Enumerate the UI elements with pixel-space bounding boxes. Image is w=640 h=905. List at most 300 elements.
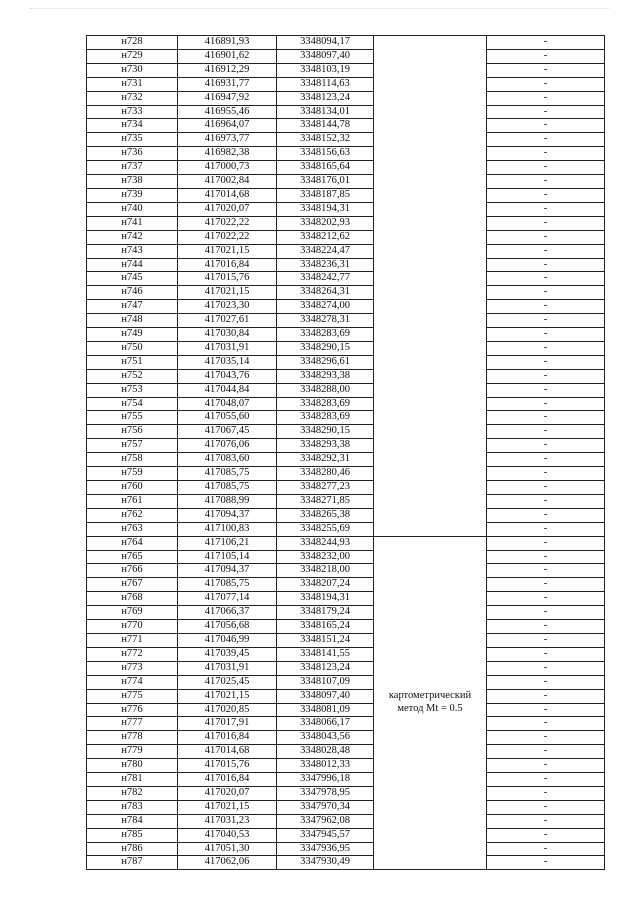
y-coordinate-cell: 3348165,24	[277, 620, 374, 634]
x-coordinate-cell: 416964,07	[178, 119, 277, 133]
x-coordinate-cell: 417021,15	[178, 800, 277, 814]
y-coordinate-cell: 3348290,15	[277, 425, 374, 439]
description-cell: -	[487, 286, 605, 300]
point-id-cell: н780	[87, 759, 178, 773]
table-row	[87, 105, 605, 119]
description-cell: -	[487, 369, 605, 383]
description-cell: -	[487, 578, 605, 592]
table-row	[87, 786, 605, 800]
y-coordinate-cell: 3348043,56	[277, 731, 374, 745]
point-id-cell: н786	[87, 842, 178, 856]
y-coordinate-cell: 3348176,01	[277, 175, 374, 189]
table-row	[87, 341, 605, 355]
point-id-cell: н781	[87, 773, 178, 787]
table-row	[87, 147, 605, 161]
coordinates-table	[86, 35, 605, 870]
x-coordinate-cell: 416982,38	[178, 147, 277, 161]
table-row	[87, 230, 605, 244]
y-coordinate-cell: 3348107,09	[277, 675, 374, 689]
description-cell: -	[487, 703, 605, 717]
x-coordinate-cell: 417017,91	[178, 717, 277, 731]
point-id-cell: н730	[87, 63, 178, 77]
description-cell: -	[487, 522, 605, 536]
description-cell: -	[487, 481, 605, 495]
point-id-cell: н744	[87, 258, 178, 272]
description-cell: -	[487, 216, 605, 230]
x-coordinate-cell: 417067,45	[178, 425, 277, 439]
y-coordinate-cell: 3348123,24	[277, 661, 374, 675]
y-coordinate-cell: 3348265,38	[277, 508, 374, 522]
description-cell: -	[487, 731, 605, 745]
x-coordinate-cell: 416901,62	[178, 49, 277, 63]
description-cell: -	[487, 63, 605, 77]
description-cell: -	[487, 314, 605, 328]
point-id-cell: н746	[87, 286, 178, 300]
description-cell: -	[487, 661, 605, 675]
description-cell: -	[487, 300, 605, 314]
point-id-cell: н767	[87, 578, 178, 592]
y-coordinate-cell: 3348066,17	[277, 717, 374, 731]
table-row	[87, 355, 605, 369]
table-row	[87, 425, 605, 439]
y-coordinate-cell: 3348255,69	[277, 522, 374, 536]
description-cell: -	[487, 244, 605, 258]
point-id-cell: н763	[87, 522, 178, 536]
table-row	[87, 49, 605, 63]
y-coordinate-cell: 3348290,15	[277, 341, 374, 355]
x-coordinate-cell: 417031,91	[178, 341, 277, 355]
table-row	[87, 620, 605, 634]
y-coordinate-cell: 3348141,55	[277, 647, 374, 661]
point-id-cell: н755	[87, 411, 178, 425]
table-row	[87, 550, 605, 564]
description-cell: -	[487, 856, 605, 870]
table-row	[87, 216, 605, 230]
y-coordinate-cell: 3348277,23	[277, 481, 374, 495]
table-row	[87, 536, 605, 550]
y-coordinate-cell: 3348218,00	[277, 564, 374, 578]
x-coordinate-cell: 417025,45	[178, 675, 277, 689]
x-coordinate-cell: 417085,75	[178, 578, 277, 592]
x-coordinate-cell: 417106,21	[178, 536, 277, 550]
y-coordinate-cell: 3347970,34	[277, 800, 374, 814]
x-coordinate-cell: 417056,68	[178, 620, 277, 634]
y-coordinate-cell: 3348283,69	[277, 411, 374, 425]
table-row	[87, 91, 605, 105]
description-cell: -	[487, 175, 605, 189]
table-row	[87, 661, 605, 675]
point-id-cell: н756	[87, 425, 178, 439]
point-id-cell: н736	[87, 147, 178, 161]
description-cell: -	[487, 133, 605, 147]
y-coordinate-cell: 3348081,09	[277, 703, 374, 717]
point-id-cell: н768	[87, 592, 178, 606]
y-coordinate-cell: 3348296,61	[277, 355, 374, 369]
point-id-cell: н741	[87, 216, 178, 230]
y-coordinate-cell: 3348097,40	[277, 49, 374, 63]
table-row	[87, 828, 605, 842]
x-coordinate-cell: 417046,99	[178, 633, 277, 647]
scan-header-noise	[30, 8, 610, 11]
description-cell: -	[487, 272, 605, 286]
method-label-line2: метод Mt = 0.5	[397, 703, 463, 714]
y-coordinate-cell: 3348292,31	[277, 453, 374, 467]
description-cell: -	[487, 717, 605, 731]
x-coordinate-cell: 417020,85	[178, 703, 277, 717]
y-coordinate-cell: 3348134,01	[277, 105, 374, 119]
table-row	[87, 689, 605, 703]
description-cell: -	[487, 606, 605, 620]
description-cell: -	[487, 467, 605, 481]
table-row	[87, 258, 605, 272]
point-id-cell: н754	[87, 397, 178, 411]
x-coordinate-cell: 417014,68	[178, 745, 277, 759]
table-row	[87, 300, 605, 314]
x-coordinate-cell: 417039,45	[178, 647, 277, 661]
description-cell: -	[487, 800, 605, 814]
point-id-cell: н765	[87, 550, 178, 564]
description-cell: -	[487, 77, 605, 91]
x-coordinate-cell: 417023,30	[178, 300, 277, 314]
y-coordinate-cell: 3347930,49	[277, 856, 374, 870]
y-coordinate-cell: 3348165,64	[277, 161, 374, 175]
table-row	[87, 578, 605, 592]
y-coordinate-cell: 3348103,19	[277, 63, 374, 77]
description-cell: -	[487, 230, 605, 244]
description-cell: -	[487, 188, 605, 202]
point-id-cell: н785	[87, 828, 178, 842]
x-coordinate-cell: 417015,76	[178, 272, 277, 286]
y-coordinate-cell: 3348293,38	[277, 439, 374, 453]
table-row	[87, 161, 605, 175]
point-id-cell: н728	[87, 36, 178, 50]
point-id-cell: н757	[87, 439, 178, 453]
table-row	[87, 383, 605, 397]
description-cell: -	[487, 411, 605, 425]
description-cell: -	[487, 453, 605, 467]
table-row	[87, 119, 605, 133]
table-row	[87, 369, 605, 383]
point-id-cell: н739	[87, 188, 178, 202]
x-coordinate-cell: 417105,14	[178, 550, 277, 564]
point-id-cell: н783	[87, 800, 178, 814]
description-cell: -	[487, 258, 605, 272]
point-id-cell: н745	[87, 272, 178, 286]
table-row	[87, 453, 605, 467]
x-coordinate-cell: 417055,60	[178, 411, 277, 425]
table-row	[87, 856, 605, 870]
y-coordinate-cell: 3348283,69	[277, 397, 374, 411]
x-coordinate-cell: 417020,07	[178, 786, 277, 800]
table-row	[87, 633, 605, 647]
point-id-cell: н740	[87, 202, 178, 216]
table-row	[87, 800, 605, 814]
point-id-cell: н734	[87, 119, 178, 133]
method-cell	[374, 36, 487, 537]
y-coordinate-cell: 3348293,38	[277, 369, 374, 383]
y-coordinate-cell: 3348097,40	[277, 689, 374, 703]
table-row	[87, 175, 605, 189]
coordinates-table-body	[87, 36, 605, 870]
point-id-cell: н778	[87, 731, 178, 745]
table-row	[87, 328, 605, 342]
point-id-cell: н733	[87, 105, 178, 119]
table-row	[87, 717, 605, 731]
table-row	[87, 272, 605, 286]
table-row	[87, 314, 605, 328]
description-cell: -	[487, 328, 605, 342]
table-row	[87, 731, 605, 745]
point-id-cell: н738	[87, 175, 178, 189]
x-coordinate-cell: 417094,37	[178, 564, 277, 578]
x-coordinate-cell: 416973,77	[178, 133, 277, 147]
point-id-cell: н762	[87, 508, 178, 522]
point-id-cell: н748	[87, 314, 178, 328]
table-row	[87, 773, 605, 787]
point-id-cell: н749	[87, 328, 178, 342]
x-coordinate-cell: 417022,22	[178, 216, 277, 230]
table-row	[87, 814, 605, 828]
table-row	[87, 606, 605, 620]
table-row	[87, 77, 605, 91]
y-coordinate-cell: 3348028,48	[277, 745, 374, 759]
x-coordinate-cell: 417014,68	[178, 188, 277, 202]
point-id-cell: н753	[87, 383, 178, 397]
y-coordinate-cell: 3348274,00	[277, 300, 374, 314]
y-coordinate-cell: 3348271,85	[277, 494, 374, 508]
description-cell: -	[487, 341, 605, 355]
description-cell: -	[487, 550, 605, 564]
point-id-cell: н776	[87, 703, 178, 717]
y-coordinate-cell: 3348194,31	[277, 592, 374, 606]
point-id-cell: н775	[87, 689, 178, 703]
point-id-cell: н752	[87, 369, 178, 383]
table-row	[87, 467, 605, 481]
table-row	[87, 286, 605, 300]
y-coordinate-cell: 3348152,32	[277, 133, 374, 147]
description-cell: -	[487, 745, 605, 759]
y-coordinate-cell: 3348244,93	[277, 536, 374, 550]
description-cell: -	[487, 842, 605, 856]
x-coordinate-cell: 417085,75	[178, 481, 277, 495]
y-coordinate-cell: 3348151,24	[277, 633, 374, 647]
point-id-cell: н760	[87, 481, 178, 495]
x-coordinate-cell: 417031,91	[178, 661, 277, 675]
y-coordinate-cell: 3348232,00	[277, 550, 374, 564]
table-row	[87, 63, 605, 77]
table-row	[87, 244, 605, 258]
description-cell: -	[487, 814, 605, 828]
point-id-cell: н774	[87, 675, 178, 689]
description-cell: -	[487, 49, 605, 63]
table-row	[87, 494, 605, 508]
point-id-cell: н782	[87, 786, 178, 800]
table-row	[87, 647, 605, 661]
point-id-cell: н732	[87, 91, 178, 105]
y-coordinate-cell: 3348280,46	[277, 467, 374, 481]
description-cell: -	[487, 689, 605, 703]
point-id-cell: н766	[87, 564, 178, 578]
y-coordinate-cell: 3348224,47	[277, 244, 374, 258]
point-id-cell: н761	[87, 494, 178, 508]
point-id-cell: н777	[87, 717, 178, 731]
point-id-cell: н779	[87, 745, 178, 759]
x-coordinate-cell: 417021,15	[178, 244, 277, 258]
table-row	[87, 508, 605, 522]
y-coordinate-cell: 3348179,24	[277, 606, 374, 620]
x-coordinate-cell: 417076,06	[178, 439, 277, 453]
table-row	[87, 36, 605, 50]
table-row	[87, 522, 605, 536]
description-cell: -	[487, 161, 605, 175]
description-cell: -	[487, 773, 605, 787]
point-id-cell: н735	[87, 133, 178, 147]
y-coordinate-cell: 3347945,57	[277, 828, 374, 842]
method-cell	[374, 536, 487, 870]
x-coordinate-cell: 417016,84	[178, 773, 277, 787]
point-id-cell: н769	[87, 606, 178, 620]
x-coordinate-cell: 417040,53	[178, 828, 277, 842]
description-cell: -	[487, 425, 605, 439]
y-coordinate-cell: 3348212,62	[277, 230, 374, 244]
table-row	[87, 202, 605, 216]
y-coordinate-cell: 3347936,95	[277, 842, 374, 856]
x-coordinate-cell: 417020,07	[178, 202, 277, 216]
y-coordinate-cell: 3348187,85	[277, 188, 374, 202]
point-id-cell: н737	[87, 161, 178, 175]
description-cell: -	[487, 494, 605, 508]
y-coordinate-cell: 3348242,77	[277, 272, 374, 286]
table-row	[87, 188, 605, 202]
x-coordinate-cell: 417085,75	[178, 467, 277, 481]
x-coordinate-cell: 417027,61	[178, 314, 277, 328]
point-id-cell: н773	[87, 661, 178, 675]
table-row	[87, 564, 605, 578]
description-cell: -	[487, 633, 605, 647]
x-coordinate-cell: 416931,77	[178, 77, 277, 91]
table-row	[87, 745, 605, 759]
x-coordinate-cell: 417051,30	[178, 842, 277, 856]
x-coordinate-cell: 417062,06	[178, 856, 277, 870]
y-coordinate-cell: 3347978,95	[277, 786, 374, 800]
description-cell: -	[487, 828, 605, 842]
point-id-cell: н743	[87, 244, 178, 258]
x-coordinate-cell: 417035,14	[178, 355, 277, 369]
point-id-cell: н750	[87, 341, 178, 355]
y-coordinate-cell: 3348283,69	[277, 328, 374, 342]
description-cell: -	[487, 536, 605, 550]
description-cell: -	[487, 383, 605, 397]
description-cell: -	[487, 36, 605, 50]
description-cell: -	[487, 91, 605, 105]
description-cell: -	[487, 119, 605, 133]
point-id-cell: н771	[87, 633, 178, 647]
table-row	[87, 842, 605, 856]
description-cell: -	[487, 675, 605, 689]
description-cell: -	[487, 759, 605, 773]
x-coordinate-cell: 417088,99	[178, 494, 277, 508]
y-coordinate-cell: 3348288,00	[277, 383, 374, 397]
x-coordinate-cell: 416912,29	[178, 63, 277, 77]
x-coordinate-cell: 417022,22	[178, 230, 277, 244]
table-row	[87, 397, 605, 411]
table-row	[87, 411, 605, 425]
description-cell: -	[487, 647, 605, 661]
x-coordinate-cell: 417016,84	[178, 731, 277, 745]
y-coordinate-cell: 3348236,31	[277, 258, 374, 272]
x-coordinate-cell: 417094,37	[178, 508, 277, 522]
x-coordinate-cell: 417021,15	[178, 689, 277, 703]
description-cell: -	[487, 397, 605, 411]
description-cell: -	[487, 592, 605, 606]
description-cell: -	[487, 508, 605, 522]
y-coordinate-cell: 3348264,31	[277, 286, 374, 300]
x-coordinate-cell: 417021,15	[178, 286, 277, 300]
point-id-cell: н759	[87, 467, 178, 481]
table-row	[87, 675, 605, 689]
x-coordinate-cell: 417077,14	[178, 592, 277, 606]
y-coordinate-cell: 3348144,78	[277, 119, 374, 133]
y-coordinate-cell: 3348194,31	[277, 202, 374, 216]
description-cell: -	[487, 439, 605, 453]
y-coordinate-cell: 3348114,63	[277, 77, 374, 91]
y-coordinate-cell: 3348123,24	[277, 91, 374, 105]
x-coordinate-cell: 417015,76	[178, 759, 277, 773]
y-coordinate-cell: 3348202,93	[277, 216, 374, 230]
x-coordinate-cell: 417083,60	[178, 453, 277, 467]
table-row	[87, 759, 605, 773]
description-cell: -	[487, 355, 605, 369]
y-coordinate-cell: 3348278,31	[277, 314, 374, 328]
point-id-cell: н751	[87, 355, 178, 369]
table-row	[87, 703, 605, 717]
y-coordinate-cell: 3348012,33	[277, 759, 374, 773]
table-row	[87, 592, 605, 606]
point-id-cell: н764	[87, 536, 178, 550]
description-cell: -	[487, 147, 605, 161]
y-coordinate-cell: 3348207,24	[277, 578, 374, 592]
description-cell: -	[487, 202, 605, 216]
table-row	[87, 481, 605, 495]
x-coordinate-cell: 417002,84	[178, 175, 277, 189]
description-cell: -	[487, 620, 605, 634]
point-id-cell: н758	[87, 453, 178, 467]
x-coordinate-cell: 416947,92	[178, 91, 277, 105]
y-coordinate-cell: 3348156,63	[277, 147, 374, 161]
x-coordinate-cell: 417030,84	[178, 328, 277, 342]
x-coordinate-cell: 417031,23	[178, 814, 277, 828]
x-coordinate-cell: 416891,93	[178, 36, 277, 50]
x-coordinate-cell: 417066,37	[178, 606, 277, 620]
x-coordinate-cell: 417043,76	[178, 369, 277, 383]
x-coordinate-cell: 417048,07	[178, 397, 277, 411]
point-id-cell: н784	[87, 814, 178, 828]
x-coordinate-cell: 417016,84	[178, 258, 277, 272]
y-coordinate-cell: 3348094,17	[277, 36, 374, 50]
y-coordinate-cell: 3347996,18	[277, 773, 374, 787]
y-coordinate-cell: 3347962,08	[277, 814, 374, 828]
table-row	[87, 439, 605, 453]
description-cell: -	[487, 786, 605, 800]
description-cell: -	[487, 564, 605, 578]
x-coordinate-cell: 417044,84	[178, 383, 277, 397]
point-id-cell: н772	[87, 647, 178, 661]
table-row	[87, 133, 605, 147]
x-coordinate-cell: 417100,83	[178, 522, 277, 536]
point-id-cell: н770	[87, 620, 178, 634]
x-coordinate-cell: 417000,73	[178, 161, 277, 175]
point-id-cell: н731	[87, 77, 178, 91]
